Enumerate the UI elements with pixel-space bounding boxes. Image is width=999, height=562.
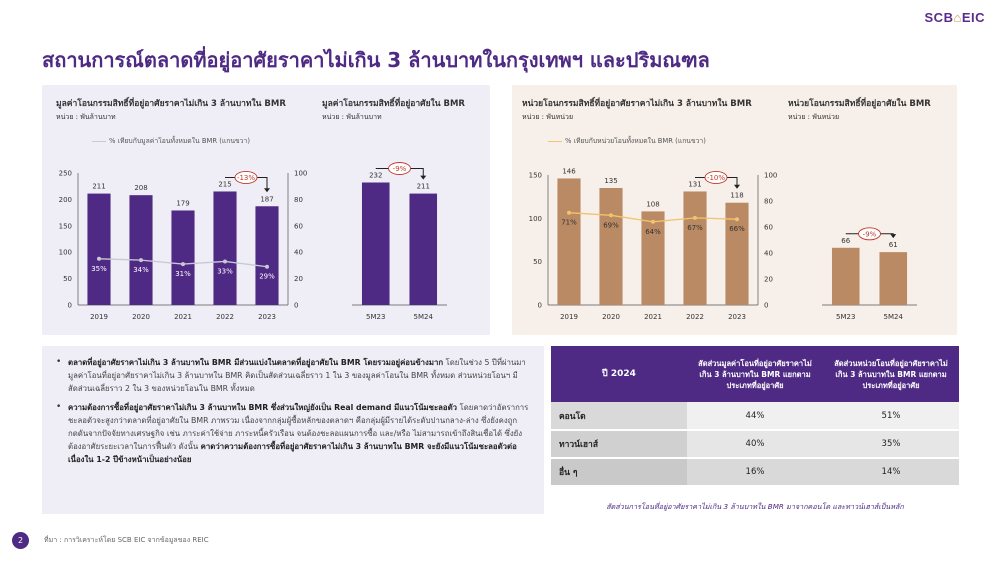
callout-label: -9% bbox=[862, 230, 877, 239]
x-tick-label: 5M24 bbox=[883, 313, 903, 321]
bar bbox=[557, 178, 580, 305]
chart4-svg bbox=[802, 85, 942, 335]
table-note: สัดส่วนการโอนที่อยู่อาศัยราคาไม่เกิน 3 ล้านบาทใน BMR มาจากคอนโด และทาวน์เฮาส์เป็นหลัก bbox=[606, 502, 904, 511]
bar bbox=[171, 210, 194, 305]
chart4-unit: หน่วย : พันหน่วย bbox=[788, 113, 840, 121]
row-unit-share: 35% bbox=[823, 430, 959, 458]
y2-tick-label: 100 bbox=[294, 169, 308, 178]
x-tick-label: 2022 bbox=[216, 313, 234, 321]
share-label: 35% bbox=[91, 264, 107, 273]
y2-tick-label: 40 bbox=[294, 248, 303, 257]
table-header-year: ปี 2024 bbox=[551, 346, 687, 402]
chart3-legend: % เทียบกับหน่วยโอนทั้งหมดใน BMR (แกนขวา) bbox=[548, 135, 706, 146]
chart3-svg bbox=[512, 85, 782, 335]
scb-eic-logo: SCB⌂EIC bbox=[924, 10, 985, 25]
bar-value-label: 179 bbox=[176, 199, 190, 208]
source-note: ที่มา : การวิเคราะห์โดย SCB EIC จากข้อมูลของ REIC bbox=[44, 536, 209, 544]
table-header-value-share: สัดส่วนมูลค่าโอนที่อยู่อาศัยราคาไม่เกิน 3 ล้านบาทใน BMR แยกตามประเภทที่อยู่อาศัย bbox=[687, 346, 823, 402]
commentary-box bbox=[42, 346, 544, 514]
y-tick-label: 50 bbox=[533, 258, 542, 267]
y-tick-label: 100 bbox=[58, 248, 72, 257]
y-tick-label: 150 bbox=[528, 171, 542, 180]
share-label: 31% bbox=[175, 270, 191, 279]
share-label: 64% bbox=[645, 227, 661, 236]
bullet-2: • ความต้องการซื้อที่อยู่อาศัยราคาไม่เกิน 3 ล้านบาทใน BMR ซึ่งส่วนใหญ่ยังเป็น Real demand มีแนวโน้มชะลอตัว โดยคาดว่าอัตราการชะลอตัวจะสูงกว่าตลาดที่อยู่อาศัยใน BMR ภาพรวม เนื่องจากกลุ่มผู้ซื้อหลักของตลาดฯ คือกลุ่มผู้มีรายได้ระดับปานกลาง-ล่าง ซึ่งยังคงถูกกดดันจากปัจจัยทางเศรษฐกิจ เช่น ภาระค่าใช้จ่าย ภาระหนี้ครัวเรือน จนต้องชะลอแผนการซื้อ และ/หรือ ไม่สามารถเข้าถึงสินเชื่อได้ ซึ่งยังต้องอาศัยระยะเวลาในการฟื้นตัว ดังนั้น คาดว่าความต้องการซื้อที่อยู่อาศัยราคาไม่เกิน 3 ล้านบาทใน BMR จะยังมีแนวโน้มชะลอตัวต่อเนื่องใน 1-2 ปีข้างหน้าเป็นอย่างน้อย bbox=[56, 401, 532, 466]
y2-tick-label: 20 bbox=[764, 275, 773, 284]
x-tick-label: 5M24 bbox=[413, 313, 433, 321]
bar-value-label: 215 bbox=[218, 180, 232, 189]
chart2-svg bbox=[332, 85, 472, 335]
y-tick-label: 0 bbox=[537, 301, 542, 310]
share-point bbox=[567, 211, 571, 215]
bar-value-label: 211 bbox=[416, 182, 430, 191]
share-point bbox=[181, 262, 185, 266]
chart1-svg bbox=[42, 85, 312, 335]
value-panel bbox=[42, 85, 490, 335]
row-value-share: 16% bbox=[687, 458, 823, 486]
chart1-legend: % เทียบกับมูลค่าโอนทั้งหมดใน BMR (แกนขวา) bbox=[92, 135, 250, 146]
share-point bbox=[609, 213, 613, 217]
chart3-unit: หน่วย : พันหน่วย bbox=[522, 113, 574, 121]
y-tick-label: 100 bbox=[528, 214, 542, 223]
share-label: 34% bbox=[133, 266, 149, 275]
row-unit-share: 51% bbox=[823, 402, 959, 430]
row-category: อื่น ๆ bbox=[551, 458, 687, 486]
chart1-unit: หน่วย : พันล้านบาท bbox=[56, 113, 116, 121]
y-tick-label: 50 bbox=[63, 275, 72, 284]
y2-tick-label: 60 bbox=[294, 222, 303, 231]
callout-label: -9% bbox=[392, 165, 407, 174]
bar-value-label: 146 bbox=[562, 167, 576, 176]
x-tick-label: 2020 bbox=[602, 313, 620, 321]
share-point bbox=[693, 216, 697, 220]
y2-tick-label: 0 bbox=[294, 301, 299, 310]
y2-tick-label: 40 bbox=[764, 249, 773, 258]
bar bbox=[129, 195, 152, 305]
callout-arrow bbox=[264, 188, 270, 192]
table-row bbox=[551, 430, 959, 458]
bar bbox=[87, 194, 110, 305]
share-point bbox=[735, 217, 739, 221]
y2-tick-label: 20 bbox=[294, 275, 303, 284]
share-point bbox=[139, 258, 143, 262]
bar bbox=[832, 248, 860, 305]
chart4-title: หน่วยโอนกรรมสิทธิ์ที่อยู่อาศัยใน BMR bbox=[788, 99, 931, 109]
share-label: 33% bbox=[217, 267, 233, 276]
chart2-title: มูลค่าโอนกรรมสิทธิ์ที่อยู่อาศัยใน BMR bbox=[322, 99, 465, 109]
bar-value-label: 108 bbox=[646, 200, 660, 209]
row-unit-share: 14% bbox=[823, 458, 959, 486]
page-number: 2 bbox=[12, 532, 29, 549]
y-tick-label: 200 bbox=[58, 195, 72, 204]
table-row bbox=[551, 458, 959, 486]
bar bbox=[213, 191, 236, 305]
bar bbox=[362, 183, 390, 305]
bar-value-label: 187 bbox=[260, 195, 274, 204]
share-point bbox=[97, 257, 101, 261]
x-tick-label: 2019 bbox=[560, 313, 578, 321]
share-table bbox=[551, 346, 959, 487]
y2-tick-label: 0 bbox=[764, 301, 769, 310]
bar bbox=[599, 188, 622, 305]
bullet-1: • ตลาดที่อยู่อาศัยราคาไม่เกิน 3 ล้านบาทใน BMR มีส่วนแบ่งในตลาดที่อยู่อาศัยใน BMR โดยรวมอยู่ค่อนข้างมาก โดยในช่วง 5 ปีที่ผ่านมา มูลค่าโอนที่อยู่อาศัยราคาไม่เกิน 3 ล้านบาทใน BMR คิดเป็นสัดส่วนเฉลี่ยราว 1 ใน 3 ของมูลค่าโอนใน BMR ทั้งหมด ส่วนหน่วยโอนฯ มีสัดส่วนเฉลี่ยราว 2 ใน 3 ของหน่วยโอนใน BMR ทั้งหมด bbox=[56, 356, 532, 395]
x-tick-label: 2019 bbox=[90, 313, 108, 321]
x-tick-label: 5M23 bbox=[366, 313, 386, 321]
bar-value-label: 131 bbox=[688, 180, 702, 189]
y-tick-label: 0 bbox=[67, 301, 72, 310]
x-tick-label: 2023 bbox=[258, 313, 276, 321]
share-point bbox=[265, 265, 269, 269]
bar-value-label: 232 bbox=[369, 171, 383, 180]
bar bbox=[879, 252, 907, 305]
x-tick-label: 2021 bbox=[644, 313, 662, 321]
bar bbox=[683, 191, 706, 305]
callout-label: -10% bbox=[706, 173, 726, 182]
x-tick-label: 2022 bbox=[686, 313, 704, 321]
y2-tick-label: 100 bbox=[764, 171, 778, 180]
y-tick-label: 250 bbox=[58, 169, 72, 178]
bar bbox=[409, 194, 437, 305]
callout-arrow bbox=[890, 234, 896, 238]
share-point bbox=[223, 259, 227, 263]
bar bbox=[255, 206, 278, 305]
share-label: 66% bbox=[729, 225, 745, 234]
bar-value-label: 135 bbox=[604, 177, 618, 185]
callout-arrow bbox=[734, 185, 740, 189]
chart1-title: มูลค่าโอนกรรมสิทธิ์ที่อยู่อาศัยราคาไม่เกิน 3 ล้านบาทใน BMR bbox=[56, 99, 286, 109]
share-label: 71% bbox=[561, 218, 577, 227]
share-label: 67% bbox=[687, 223, 703, 232]
unit-panel bbox=[512, 85, 957, 335]
bar-value-label: 211 bbox=[92, 182, 106, 191]
y-tick-label: 150 bbox=[58, 222, 72, 231]
callout-arrow bbox=[420, 176, 426, 180]
y2-tick-label: 60 bbox=[764, 223, 773, 232]
x-tick-label: 2020 bbox=[132, 313, 150, 321]
chart3-title: หน่วยโอนกรรมสิทธิ์ที่อยู่อาศัยราคาไม่เกิน 3 ล้านบาทใน BMR bbox=[522, 99, 752, 109]
table-row bbox=[551, 402, 959, 430]
share-point bbox=[651, 220, 655, 224]
row-category: คอนโด bbox=[551, 402, 687, 430]
table-header-unit-share: สัดส่วนหน่วยโอนที่อยู่อาศัยราคาไม่เกิน 3 ล้านบาทใน BMR แยกตามประเภทที่อยู่อาศัย bbox=[823, 346, 959, 402]
y2-tick-label: 80 bbox=[764, 197, 773, 206]
chart2-unit: หน่วย : พันล้านบาท bbox=[322, 113, 382, 121]
page-title: สถานการณ์ตลาดที่อยู่อาศัยราคาไม่เกิน 3 ล้านบาทในกรุงเทพฯ และปริมณฑล bbox=[42, 48, 710, 72]
share-label: 69% bbox=[603, 221, 619, 230]
x-tick-label: 2023 bbox=[728, 313, 746, 321]
x-tick-label: 2021 bbox=[174, 313, 192, 321]
row-value-share: 44% bbox=[687, 402, 823, 430]
bar-value-label: 118 bbox=[730, 191, 744, 200]
bar bbox=[641, 211, 664, 305]
bar-value-label: 66 bbox=[841, 236, 851, 245]
callout-label: -13% bbox=[236, 173, 256, 182]
share-label: 29% bbox=[259, 272, 275, 281]
x-tick-label: 5M23 bbox=[836, 313, 856, 321]
y2-tick-label: 80 bbox=[294, 195, 303, 204]
bar-value-label: 208 bbox=[134, 184, 148, 193]
row-category: ทาวน์เฮาส์ bbox=[551, 430, 687, 458]
bar-value-label: 61 bbox=[888, 241, 898, 250]
row-value-share: 40% bbox=[687, 430, 823, 458]
